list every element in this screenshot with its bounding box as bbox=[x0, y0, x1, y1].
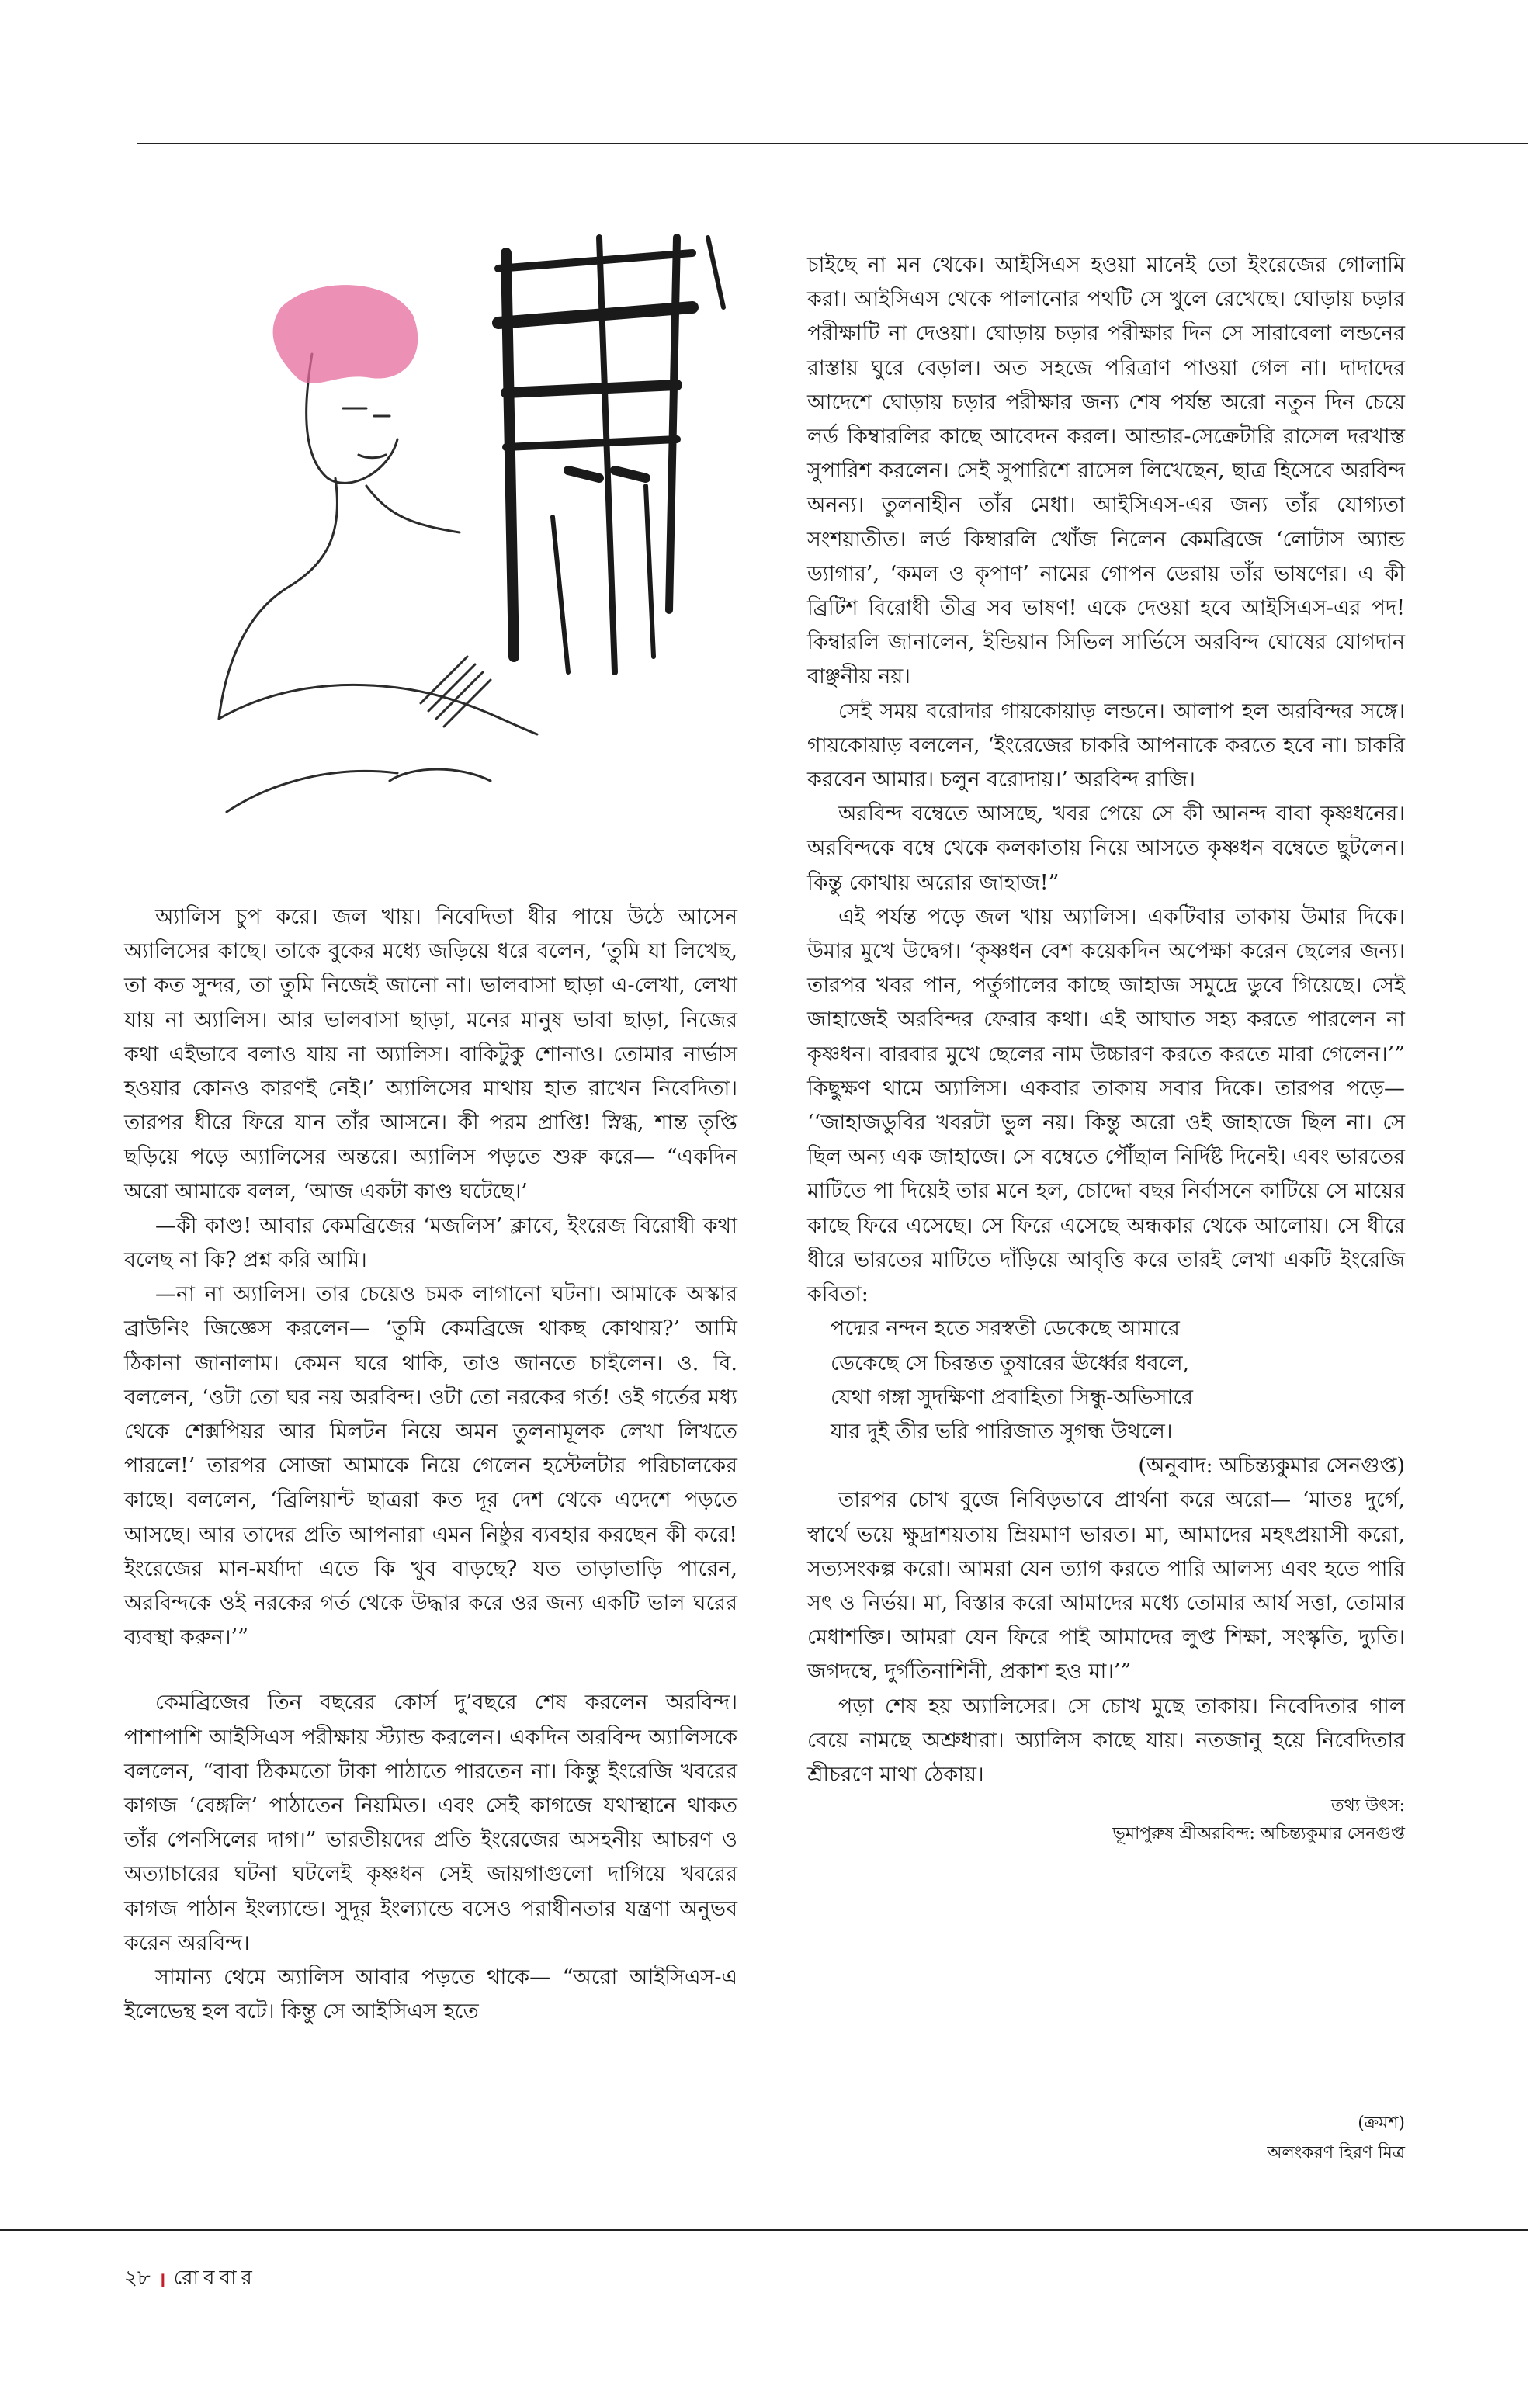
source-label: তথ্য উৎস: bbox=[1331, 1796, 1405, 1816]
paragraph: এই পর্যন্ত পড়ে জল খায় অ্যালিস। একটিবার তাকায় উমার দিকে। উমার মুখে উদ্বেগ। ‘কৃষ্ণধন বেশ কয়েকদিন অপেক্ষা করেন ছেলের জন্য। তারপর খবর পান, পর্তুগালের কাছে জাহাজ সমুদ্রে ডুবে গিয়েছে। সেই জাহাজেই অরবিন্দর ফেরার কথা। এই আঘাত সহ্য করতে পারলেন না কৃষ্ণধন। বারবার মুখে ছেলের নাম উচ্চারণ করতে করতে মারা গেলেন।’” কিছুক্ষণ থামে অ্যালিস। একবার তাকায় সবার দিকে। তারপর পড়ে— ‘‘জাহাজডুবির খবরটা ভুল নয়। কিন্তু অরো ওই জাহাজে ছিল না। সে ছিল অন্য এক জাহাজে। সে বম্বেতে পৌঁছাল নির্দিষ্ট দিনেই। এবং ভারতের মাটিতে পা দিয়েই তার মনে হল, চোদ্দো বছর নির্বাসনে কাটিয়ে সে মায়ের কাছে ফিরে এসেছে। সে ফিরে এসেছে অন্ধকার থেকে আলোয়। সে ধীরে ধীরে ভারতের মাটিতে দাঁড়িয়ে আবৃত্তি করে তারই লেখা একটি ইংরেজি কবিতা: bbox=[807, 904, 1405, 1307]
footer-separator: । bbox=[158, 2269, 166, 2292]
paragraph: তারপর চোখ বুজে নিবিড়ভাবে প্রার্থনা করে অরো— ‘মাতঃ দুর্গে, স্বার্থে ভয়ে ক্ষুদ্রাশয়তায় ম্রিয়মাণ ভারত। মা, আমাদের মহৎপ্রয়াসী করো, সত্যসংকল্প করো। আমরা যেন ত্যাগ করতে পারি আলস্য এবং হতে পারি সৎ ও নির্ভয়। মা, বিস্তার করো আমাদের মধ্যে তোমার আর্য সত্তা, তোমার মেধাশক্তি। আমরা যেন ফিরে পাই আমাদের লুপ্ত শিক্ষা, সংস্কৃতি, দ্যুতি। জগদম্বে, দুর্গতিনাশিনী, প্রকাশ হও মা।’” bbox=[807, 1488, 1405, 1684]
paragraph: অরবিন্দ বম্বেতে আসছে, খবর পেয়ে সে কী আনন্দ বাবা কৃষ্ণধনের। অরবিন্দকে বম্বে থেকে কলকাতায় নিয়ে আসতে কৃষ্ণধন বম্বেতে ছুটলেন। কিন্তু কোথায় অরোর জাহাজ!” bbox=[807, 802, 1405, 895]
poem-line: যেথা গঙ্গা সুদক্ষিণা প্রবাহিতা সিন্ধু-অভিসারে bbox=[831, 1385, 1194, 1410]
poem-attribution: (অনুবাদ: অচিন্ত্যকুমার সেনগুপ্ত) bbox=[1138, 1454, 1405, 1479]
paragraph: —না না অ্যালিস। তার চেয়েও চমক লাগানো ঘটনা। আমাকে অস্কার ব্রাউনিং জিজ্ঞেস করলেন— ‘তুমি কেমব্রিজে থাকছ কোথায়?’ আমি ঠিকানা জানালাম। কেমন ঘরে থাকি, তাও জানতে চাইলেন। ও. বি. বললেন, ‘ওটা তো ঘর নয় অরবিন্দ। ওটা তো নরকের গর্ত! ওই গর্তের মধ্য থেকে শেক্সপিয়র আর মিলটন নিয়ে অমন তুলনামূলক লেখা লিখতে পারলে!’ তারপর সোজা আমাকে নিয়ে গেলেন হস্টেলটার পরিচালকের কাছে। বললেন, ‘ব্রিলিয়ান্ট ছাত্ররা কত দূর দেশ থেকে এদেশে পড়তে আসছে। আর তাদের প্রতি আপনারা এমন নিষ্ঠুর ব্যবহার করছেন কী করে! ইংরেজের মান-মর্যাদা এতে কি খুব বাড়ছে? যত তাড়াতাড়ি পারেন, অরবিন্দকে ওই নরকের গর্ত থেকে উদ্ধার করে ওর জন্য একটি ভাল ঘরের ব্যবস্থা করুন।’” bbox=[124, 1282, 737, 1650]
page-footer bbox=[124, 2262, 257, 2296]
top-rule bbox=[137, 143, 1528, 144]
magazine-name: রোববার bbox=[173, 2266, 257, 2290]
page-number: ২৮ bbox=[124, 2266, 151, 2290]
illustration-credit: অলংকরণ হিরণ মিত্র bbox=[1267, 2143, 1405, 2162]
paragraph: অ্যালিস চুপ করে। জল খায়। নিবেদিতা ধীর পায়ে উঠে আসেন অ্যালিসের কাছে। তাকে বুকের মধ্যে জড়িয়ে ধরে বলেন, ‘তুমি যা লিখেছ, তা কত সুন্দর, তা তুমি নিজেই জানো না। ভালবাসা ছাড়া এ-লেখা, লেখা যায় না অ্যালিস। আর ভালবাসা ছাড়া, মনের মানুষ ভাবা ছাড়া, নিজের কথা এইভাবে বলাও যায় না অ্যালিস। বাকিটুকু শোনাও। তোমার নার্ভাস হওয়ার কোনও কারণই নেই।’ অ্যালিসের মাথায় হাত রাখেন নিবেদিতা। তারপর ধীরে ফিরে যান তাঁর আসনে। কী পরম প্রাপ্তি! স্নিগ্ধ, শান্ত তৃপ্তি ছড়িয়ে পড়ে অ্যালিসের অন্তরে। অ্যালিস পড়তে শুরু করে— “একদিন অরো আমাকে বলল, ‘আজ একটা কাণ্ড ঘটেছে।’ bbox=[124, 905, 737, 1204]
paragraph: পড়া শেষ হয় অ্যালিসের। সে চোখ মুছে তাকায়। নিবেদিতার গাল বেয়ে নামছে অশ্রুধারা। অ্যালিস কাছে যায়। নতজানু হয়ে নিবেদিতার শ্রীচরণে মাথা ঠেকায়। bbox=[807, 1694, 1405, 1787]
poem-line: ডেকেছে সে চিরন্তত তুষারের ঊর্ধ্বের ধবলে, bbox=[831, 1351, 1190, 1375]
paragraph: সামান্য থেমে অ্যালিস আবার পড়তে থাকে— “অরো আইসিএস-এ ইলেভেন্থ হল বটে। কিন্তু সে আইসিএস হতে bbox=[124, 1965, 737, 2024]
source-value: ভূমাপুরুষ শ্রীঅরবিন্দ: অচিন্ত্যকুমার সেনগুপ্ত bbox=[1112, 1824, 1405, 1844]
left-column bbox=[124, 900, 737, 2030]
paragraph: কেমব্রিজের তিন বছরের কোর্স দু’বছরে শেষ করলেন অরবিন্দ। পাশাপাশি আইসিএস পরীক্ষায় স্ট্যান্ড করলেন। একদিন অরবিন্দ অ্যালিসকে বললেন, “বাবা ঠিকমতো টাকা পাঠাতে পারতেন না। কিন্তু ইংরেজি খবরের কাগজ ‘বেঙ্গলি’ পাঠাতেন নিয়মিত। এবং সেই কাগজে যথাস্থানে থাকত তাঁর পেনসিলের দাগ।” ভারতীয়দের প্রতি ইংরেজের অসহনীয় আচরণ ও অত্যাচারের ঘটনা ঘটলেই কৃষ্ণধন সেই জায়গাগুলো দাগিয়ে খবরের কাগজ পাঠান ইংল্যান্ডে। সুদূর ইংল্যান্ডে বসেও পরাধীনতার যন্ত্রণা অনুভব করেন অরবিন্দ। bbox=[124, 1691, 737, 1955]
poem-line: যার দুই তীর ভরি পারিজাত সুগন্ধ উথলে। bbox=[831, 1419, 1173, 1444]
paragraph: —কী কাণ্ড! আবার কেমব্রিজের ‘মজলিস’ ক্লাবে, ইংরেজ বিরোধী কথা বলেছ না কি? প্রশ্ন করি আমি। bbox=[124, 1213, 737, 1273]
series-note: (ক্রমশ) bbox=[1358, 2114, 1405, 2133]
poem-line: পদ্মের নন্দন হতে সরস্বতী ডেকেছে আমারে bbox=[831, 1316, 1180, 1341]
right-column bbox=[807, 248, 1405, 1848]
illustration-sketch bbox=[134, 222, 747, 890]
bottom-rule bbox=[0, 2229, 1528, 2231]
paragraph: সেই সময় বরোদার গায়কোয়াড় লন্ডনে। আলাপ হল অরবিন্দর সঙ্গে। গায়কোয়াড় বললেন, ‘ইংরেজের চাকরি আপনাকে করতে হবে না। চাকরি করবেন আমার। চলুন বরোদায়।’ অরবিন্দ রাজি। bbox=[807, 699, 1405, 792]
pink-hair-wash bbox=[273, 285, 418, 383]
paragraph: চাইছে না মন থেকে। আইসিএস হওয়া মানেই তো ইংরেজের গোলামি করা। আইসিএস থেকে পালানোর পথটি সে খুলে রেখেছে। ঘোড়ায় চড়ার পরীক্ষাটি না দেওয়া। ঘোড়ায় চড়ার পরীক্ষার দিন সে সারাবেলা লন্ডনের রাস্তায় ঘুরে বেড়াল। অত সহজে পরিত্রাণ পাওয়া গেল না। দাদাদের আদেশে ঘোড়ায় চড়ার পরীক্ষার জন্য শেষ পর্যন্ত অরো নতুন দিন চেয়ে লর্ড কিম্বারলির কাছে আবেদন করল। আন্ডার-সেক্রেটারি রাসেল দরখাস্ত সুপারিশ করলেন। সেই সুপারিশে রাসেল লিখেছেন, ছাত্র হিসেবে অরবিন্দ অনন্য। তুলনাহীন তাঁর মেধা। আইসিএস-এর জন্য তাঁর যোগ্যতা সংশয়াতীত। লর্ড কিম্বারলি খোঁজ নিলেন কেমব্রিজে ‘লোটাস অ্যান্ড ড্যাগার’, ‘কমল ও কৃপাণ’ নামের গোপন ডেরায় তাঁর ভাষণের। এ কী ব্রিটিশ বিরোধী তীব্র সব ভাষণ! একে দেওয়া হবে আইসিএস-এর পদ! কিম্বারলি জানালেন, ইন্ডিয়ান সিভিল সার্ভিসে অরবিন্দ ঘোষের যোগদান বাঞ্ছনীয় নয়। bbox=[807, 253, 1405, 689]
poem bbox=[831, 1312, 1405, 1449]
